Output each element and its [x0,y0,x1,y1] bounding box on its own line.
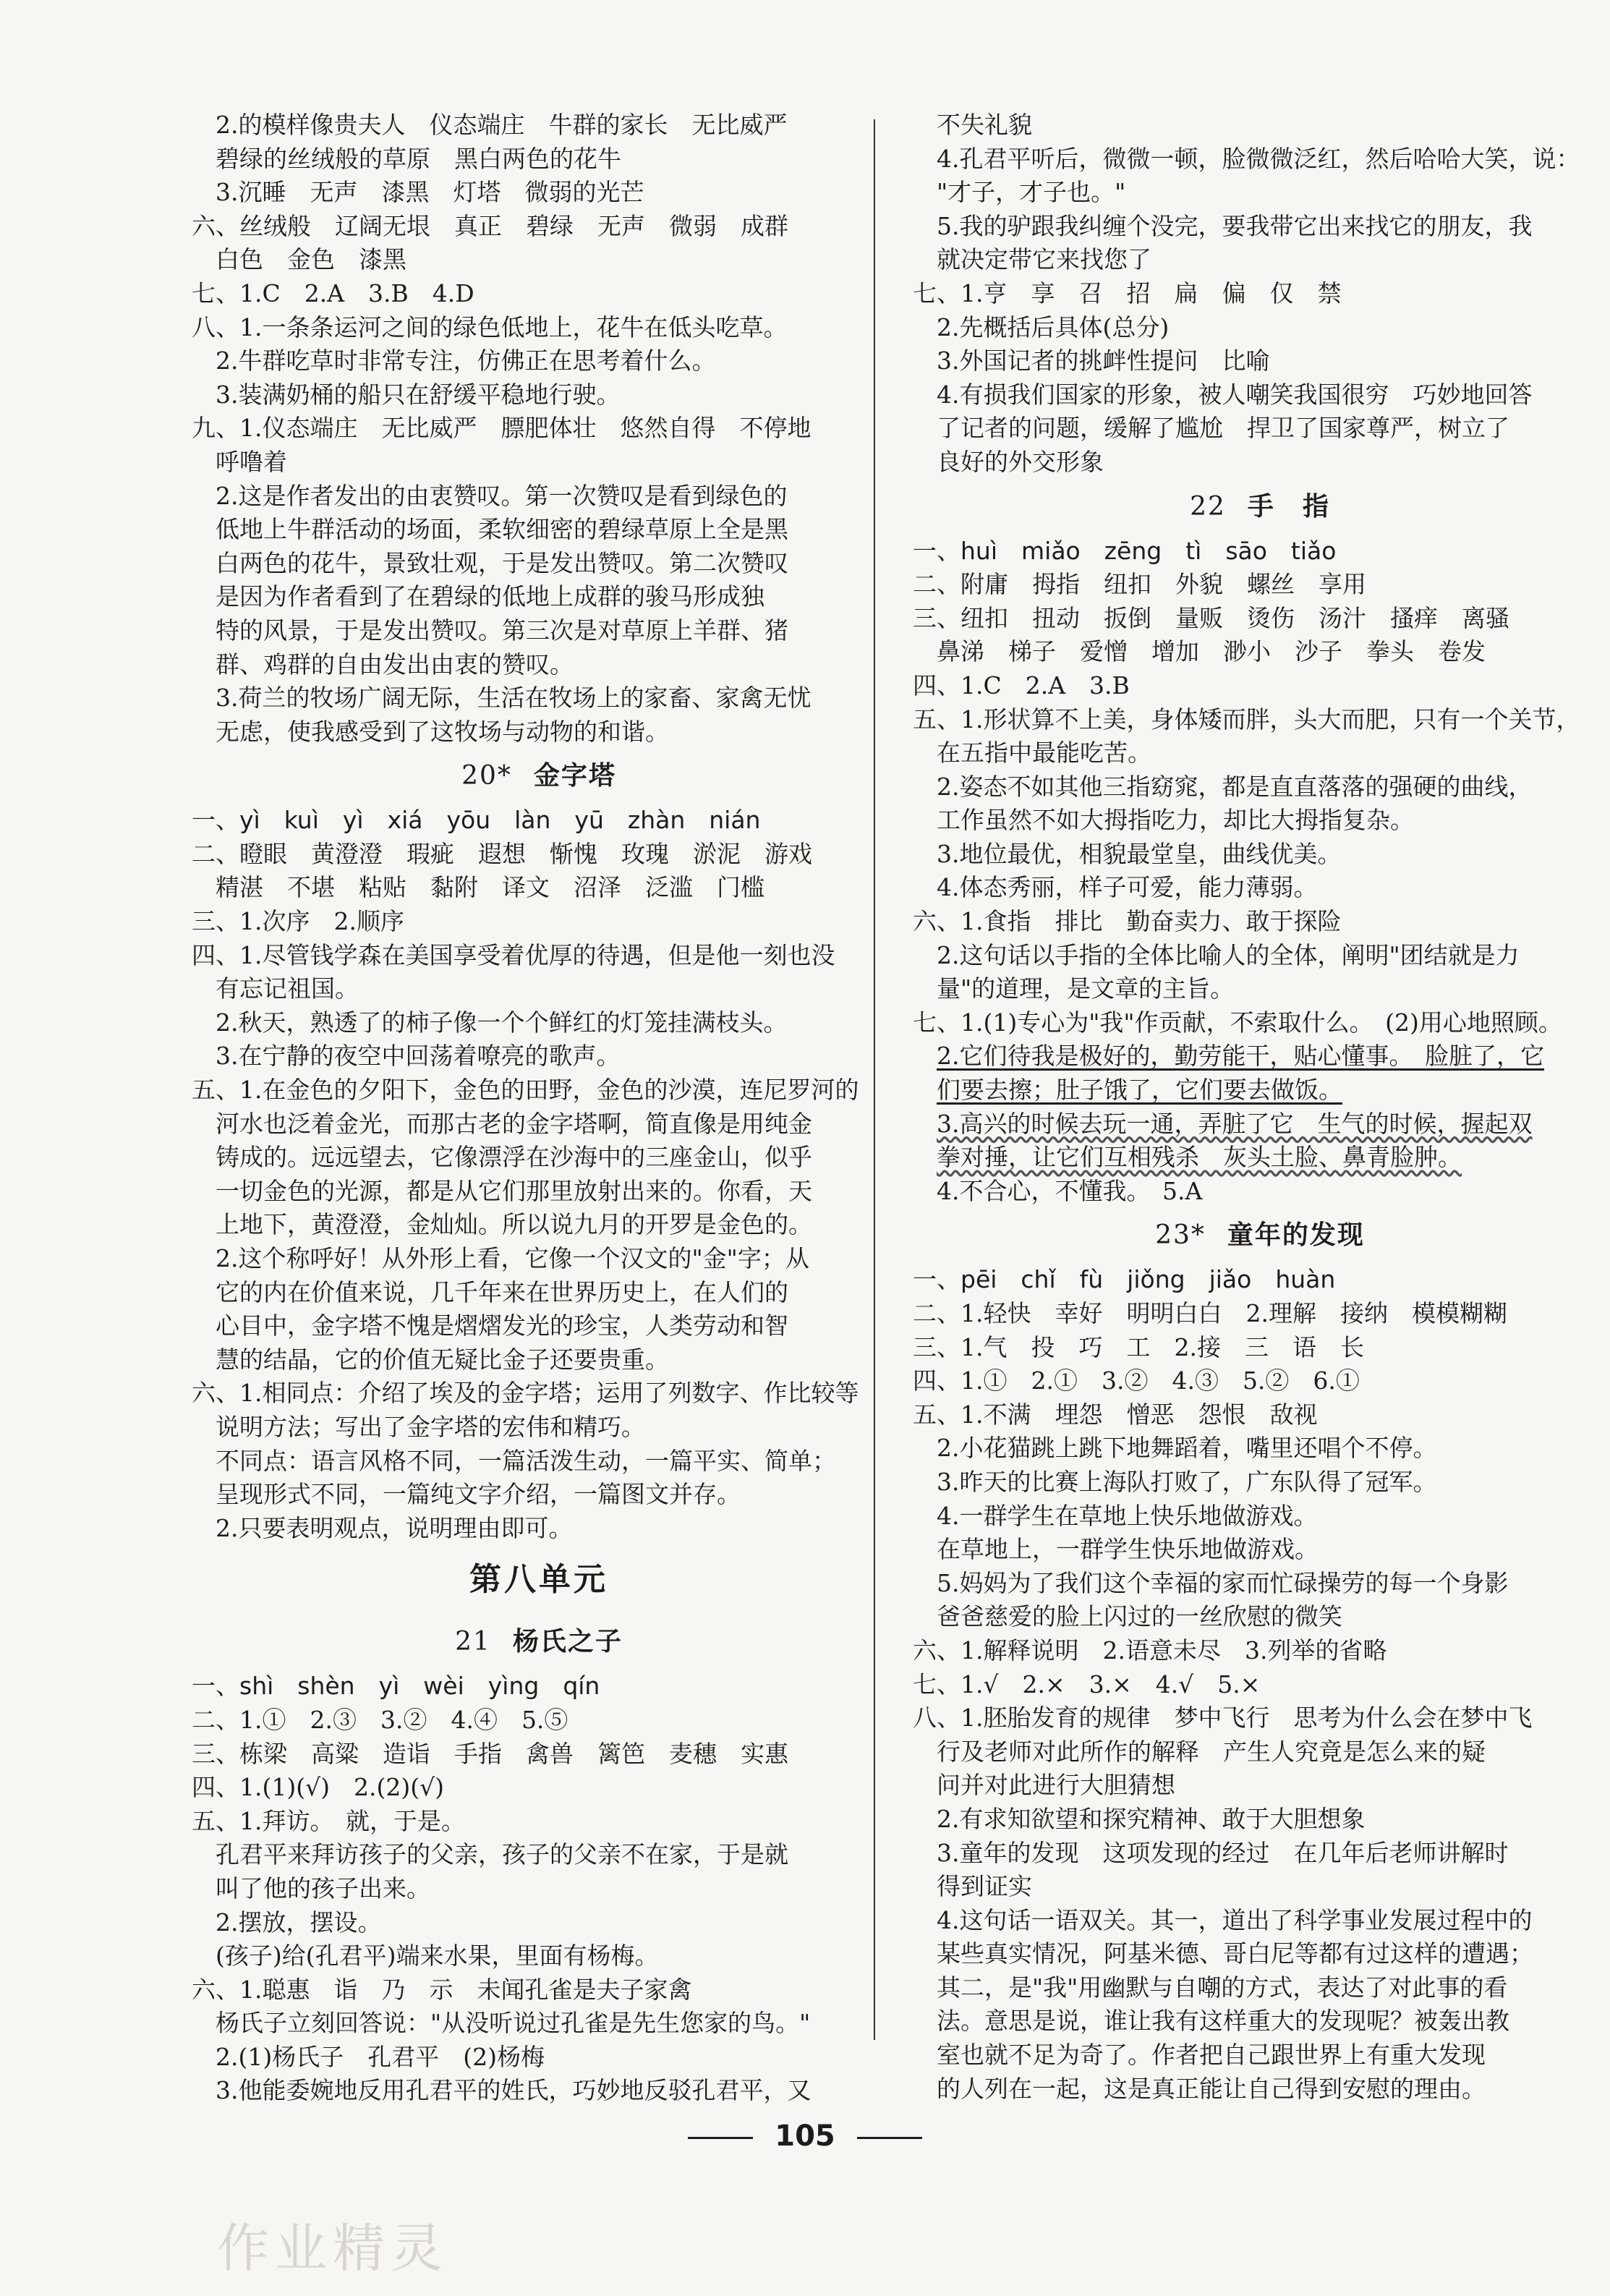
answer-line: 法。意思是说，谁让我有这样重大的发现呢？被轰出教 [937,2007,1509,2036]
answer-line: 五、1.形状算不上美，身体矮而胖，头大而肥，只有一个关节， [913,705,1580,734]
lesson-title [913,480,1607,535]
answer-line: 三、栋梁 高粱 造诣 手指 禽兽 篱笆 麦穗 实惠 [192,1739,788,1768]
answer-line: 2.只要表明观点，说明理由即可。 [216,1513,573,1542]
answer-line: 4.一群学生在草地上快乐地做游戏。 [937,1501,1318,1530]
answer-line: 二、附庸 拇指 纽扣 外貌 螺丝 享用 [913,570,1366,599]
answer-line: 某些真实情况，阿基米德、哥白尼等都有过这样的遭遇； [937,1939,1533,1968]
answer-line: 4.孔君平听后，微微一顿，脸微微泛红，然后哈哈大笑，说： [937,144,1580,173]
answer-line: 白色 金色 漆黑 [216,245,406,274]
answer-line: 七、1.C 2.A 3.B 4.D [192,279,474,307]
answer-line: 2.这是作者发出的由衷赞叹。第一次赞叹是看到绿色的 [216,481,788,510]
answer-line: 四、1.① 2.① 3.② 4.③ 5.② 6.① [913,1366,1360,1395]
lesson-name: 手 指 [1247,491,1330,522]
answer-line: 六、1.聪惠 诣 乃 示 未闻孔雀是夫子家禽 [192,1975,692,2004]
answer-line: 3.童年的发现 这项发现的经过 在几年后老师讲解时 [937,1838,1509,1867]
answer-line: 5.我的驴跟我纠缠个没完，要我带它出来找它的朋友，我 [937,211,1533,240]
answer-line: 2.这个称呼好！从外形上看，它像一个汉文的"金"字；从 [216,1244,809,1272]
answer-line: 一切金色的光源，都是从它们那里放射出来的。你看，天 [216,1176,812,1205]
lesson-name: 金字塔 [533,761,616,791]
page-number [0,2119,1610,2153]
answer-line: 三、1.气 投 巧 工 2.接 三 语 长 [913,1332,1364,1361]
answer-line: 是因为作者看到了在碧绿的低地上成群的骏马形成独 [216,582,764,611]
answer-line: 5.妈妈为了我们这个幸福的家而忙碌操劳的每一个身影 [937,1568,1509,1597]
answer-line: 室也就不足为奇了。作者把自己跟世界上有重大发现 [937,2041,1486,2070]
answer-line: 三、1.次序 2.顺序 [192,907,404,936]
answer-line: 六、1.食指 排比 勤奋卖力、敢于探险 [913,907,1342,936]
answer-line: 精湛 不堪 粘贴 黏附 译文 沼泽 泛滥 门槛 [216,873,764,902]
answer-line: 2.有求知欲望和探究精神、敢于大胆想象 [937,1804,1366,1833]
answer-line: 2.这句话以手指的全体比喻人的全体，阐明"团结就是力 [937,940,1520,969]
lesson-title [192,1615,886,1670]
answer-line: 五、1.拜访。 就，于是。 [192,1806,465,1835]
answer-line: 2.秋天，熟透了的柿子像一个个鲜红的灯笼挂满枝头。 [216,1008,788,1037]
answer-line: 五、1.不满 埋怨 憎恶 怨恨 敌视 [913,1400,1318,1429]
answer-line: 呼噜着 [216,447,287,476]
answer-line: 在草地上，一群学生快乐地做游戏。 [937,1535,1319,1564]
column-divider [874,119,875,2040]
answer-line: "才子，才子也。" [937,178,1126,207]
right-column [913,109,1607,2106]
answer-line: 铸成的。远远望去，它像漂浮在沙海中的三座金山，似乎 [216,1143,812,1172]
answer-line: 不失礼貌 [937,111,1032,139]
answer-line: 2.先概括后具体(总分) [937,312,1170,341]
answer-line: 有忘记祖国。 [216,974,359,1003]
answer-line: 2.摆放，摆设。 [216,1908,382,1936]
answer-line: 量"的道理，是文章的主旨。 [937,974,1235,1003]
answer-line: 心目中，金字塔不愧是熠熠发光的珍宝，人类劳动和智 [216,1311,788,1340]
answer-line: 叫了他的孩子出来。 [216,1874,430,1902]
answer-line: 4.不合心，不懂我。 5.A [937,1176,1203,1205]
answer-line: 八、1.一条条运河之间的绿色低地上，花牛在低头吃草。 [192,312,788,341]
answer-line: 六、丝绒般 辽阔无垠 真正 碧绿 无声 微弱 成群 [192,211,788,240]
page-number-text: 105 [775,2119,835,2153]
answer-line: 一、yì kuì yì xiá yōu làn yū zhàn nián [192,806,761,835]
answer-line: 就决定带它来找您了 [937,245,1151,274]
answer-line: 七、1.亨 享 召 招 扁 偏 仅 禁 [913,279,1342,307]
left-column [192,109,886,2108]
answer-line: 四、1.C 2.A 3.B [913,671,1130,700]
answer-line: 3.昨天的比赛上海队打败了，广东队得了冠军。 [937,1467,1437,1496]
answer-line: 了记者的问题，缓解了尴尬 捍卫了国家尊严，树立了 [937,414,1509,443]
answer-line: 五、1.在金色的夕阳下，金色的田野，金色的沙漠，连尼罗河的 [192,1076,859,1105]
answer-line: 六、1.解释说明 2.语意未尽 3.列举的省略 [913,1636,1387,1664]
answer-line: 3.装满奶桶的船只在舒缓平稳地行驶。 [216,380,621,409]
answer-line: 不同点：语言风格不同，一篇活泼生动，一篇平实、简单； [216,1446,836,1475]
answer-line: 4.有损我们国家的形象，被人嘲笑我国很穷 巧妙地回答 [937,380,1533,409]
answer-line: 4.体态秀丽，样子可爱，能力薄弱。 [937,873,1318,902]
answer-line: 得到证实 [937,1872,1032,1901]
answer-line: 在五指中最能吃苦。 [937,739,1151,768]
answer-line: 四、1.(1)(√) 2.(2)(√) [192,1773,445,1802]
answer-line: 2.姿态不如其他三指窈窕，都是直直落落的强硬的曲线， [937,772,1533,801]
answer-line: 2.的模样像贵夫人 仪态端庄 牛群的家长 无比威严 [216,111,788,139]
answer-line: 一、huì miǎo zēng tì sāo tiǎo [913,536,1337,565]
page-number-dash-right [857,2137,922,2139]
answer-line: 2.它们待我是极好的，勤劳能干，贴心懂事。 脸脏了，它 [937,1042,1544,1071]
answer-line: 3.沉睡 无声 漆黑 灯塔 微弱的光芒 [216,178,644,207]
answer-line: 问并对此进行大胆猜想 [937,1771,1175,1800]
answer-line: 鼻涕 梯子 爱憎 增加 渺小 沙子 拳头 卷发 [937,637,1486,666]
answer-line: 3.地位最优，相貌最堂皇，曲线优美。 [937,839,1342,868]
lesson-name: 童年的发现 [1227,1220,1365,1251]
answer-line: 一、pēi chǐ fù jiǒng jiǎo huàn [913,1265,1336,1294]
answer-line: 的人列在一起，这是真正能让自己得到安慰的理由。 [937,2074,1486,2103]
answer-line: 2.牛群吃草时非常专注，仿佛正在思考着什么。 [216,346,716,375]
answer-line: 碧绿的丝绒般的草原 黑白两色的花牛 [216,144,621,173]
answer-line: 七、1.√ 2.× 3.× 4.√ 5.× [913,1670,1261,1698]
answer-line: 低地上牛群活动的场面，柔软细密的碧绿草原上全是黑 [216,515,788,544]
answer-line: 无虑，使我感受到了这牧场与动物的和谐。 [216,717,669,746]
lesson-name: 杨氏之子 [512,1627,623,1657]
answer-line: 六、1.相同点：介绍了埃及的金字塔；运用了列数字、作比较等 [192,1379,859,1408]
answer-line: 们要去擦；肚子饿了，它们要去做饭。 [937,1076,1342,1105]
lesson-title [192,749,886,804]
answer-line: 杨氏子立刻回答说："从没听说过孔雀是先生您家的鸟。" [216,2009,811,2038]
answer-line: 三、纽扣 扭动 扳倒 量贩 烫伤 汤汁 搔痒 离骚 [913,603,1509,632]
answer-line: 上地下，黄澄澄，金灿灿。所以说九月的开罗是金色的。 [216,1210,812,1239]
answer-line: (孩子)给(孔君平)端来水果，里面有杨梅。 [216,1942,659,1970]
answer-line: 二、瞪眼 黄澄澄 瑕疵 遐想 惭愧 玫瑰 淤泥 游戏 [192,839,812,868]
answer-line: 2.小花猫跳上跳下地舞蹈着，嘴里还唱个不停。 [937,1434,1437,1463]
page-number-dash-left [688,2137,753,2139]
answer-line: 八、1.胚胎发育的规律 梦中飞行 思考为什么会在梦中飞 [913,1704,1533,1732]
answer-line: 呈现形式不同，一篇纯文字介绍，一篇图文并存。 [216,1480,741,1509]
answer-line: 4.这句话一语双关。其一，道出了科学事业发展过程中的 [937,1905,1533,1934]
answer-line: 3.外国记者的挑衅性提问 比喻 [937,346,1270,375]
answer-line: 白两色的花牛，景致壮观，于是发出赞叹。第二次赞叹 [216,548,788,577]
lesson-number: 21 [455,1627,491,1657]
answer-line: 工作虽然不如大拇指吃力，却比大拇指复杂。 [937,806,1414,835]
answer-line: 一、shì shèn yì wèi yìng qín [192,1672,600,1701]
answer-line: 孔君平来拜访孩子的父亲，孩子的父亲不在家，于是就 [216,1840,788,1869]
answer-line: 3.在宁静的夜空中回荡着嘹亮的歌声。 [216,1042,621,1071]
answer-line: 拳对捶，让它们互相残杀 灰头土脸、鼻青脸肿。 [937,1143,1462,1172]
answer-line: 说明方法；写出了金字塔的宏伟和精巧。 [216,1412,645,1441]
answer-line: 四、1.尽管钱学森在美国享受着优厚的待遇，但是他一刻也没 [192,940,835,969]
lesson-title [913,1208,1607,1263]
answer-line: 其二，是"我"用幽默与自嘲的方式，表达了对此事的看 [937,1973,1508,2002]
answer-line: 良好的外交形象 [937,447,1104,476]
answer-line: 特的风景，于是发出赞叹。第三次是对草原上羊群、猪 [216,616,788,645]
answer-line: 3.高兴的时候去玩一通，弄脏了它 生气的时候，握起双 [937,1109,1533,1138]
answer-line: 七、1.(1)专心为"我"作贡献，不索取什么。 (2)用心地照顾。 [913,1008,1562,1037]
answer-line: 慧的结晶，它的价值无疑比金子还要贵重。 [216,1345,669,1374]
answer-line: 九、1.仪态端庄 无比威严 膘肥体壮 悠然自得 不停地 [192,414,812,443]
answer-line: 行及老师对此所作的解释 产生人究竟是怎么来的疑 [937,1737,1486,1766]
answer-line: 爸爸慈爱的脸上闪过的一丝欣慰的微笑 [937,1602,1342,1631]
answer-line: 群、鸡群的自由发出由衷的赞叹。 [216,650,574,679]
unit-heading: 第八单元 [469,1561,608,1599]
watermark: 作业精灵 [217,2218,449,2279]
answer-line: 它的内在价值来说，几千年来在世界历史上，在人们的 [216,1277,788,1306]
lesson-number: 23* [1155,1220,1206,1251]
answer-line: 3.他能委婉地反用孔君平的姓氏，巧妙地反驳孔君平，又 [216,2076,812,2105]
lesson-number: 20* [461,761,512,791]
answer-line: 3.荷兰的牧场广阔无际，生活在牧场上的家畜、家禽无忧 [216,684,812,713]
answer-line: 二、1.① 2.③ 3.② 4.④ 5.⑤ [192,1705,568,1734]
lesson-number: 22 [1190,491,1226,522]
answer-line: 二、1.轻快 幸好 明明白白 2.理解 接纳 模模糊糊 [913,1299,1507,1327]
answer-line: 河水也泛着金光，而那古老的金字塔啊，简直像是用纯金 [216,1109,812,1138]
answer-line: 2.(1)杨氏子 孔君平 (2)杨梅 [216,2042,545,2071]
